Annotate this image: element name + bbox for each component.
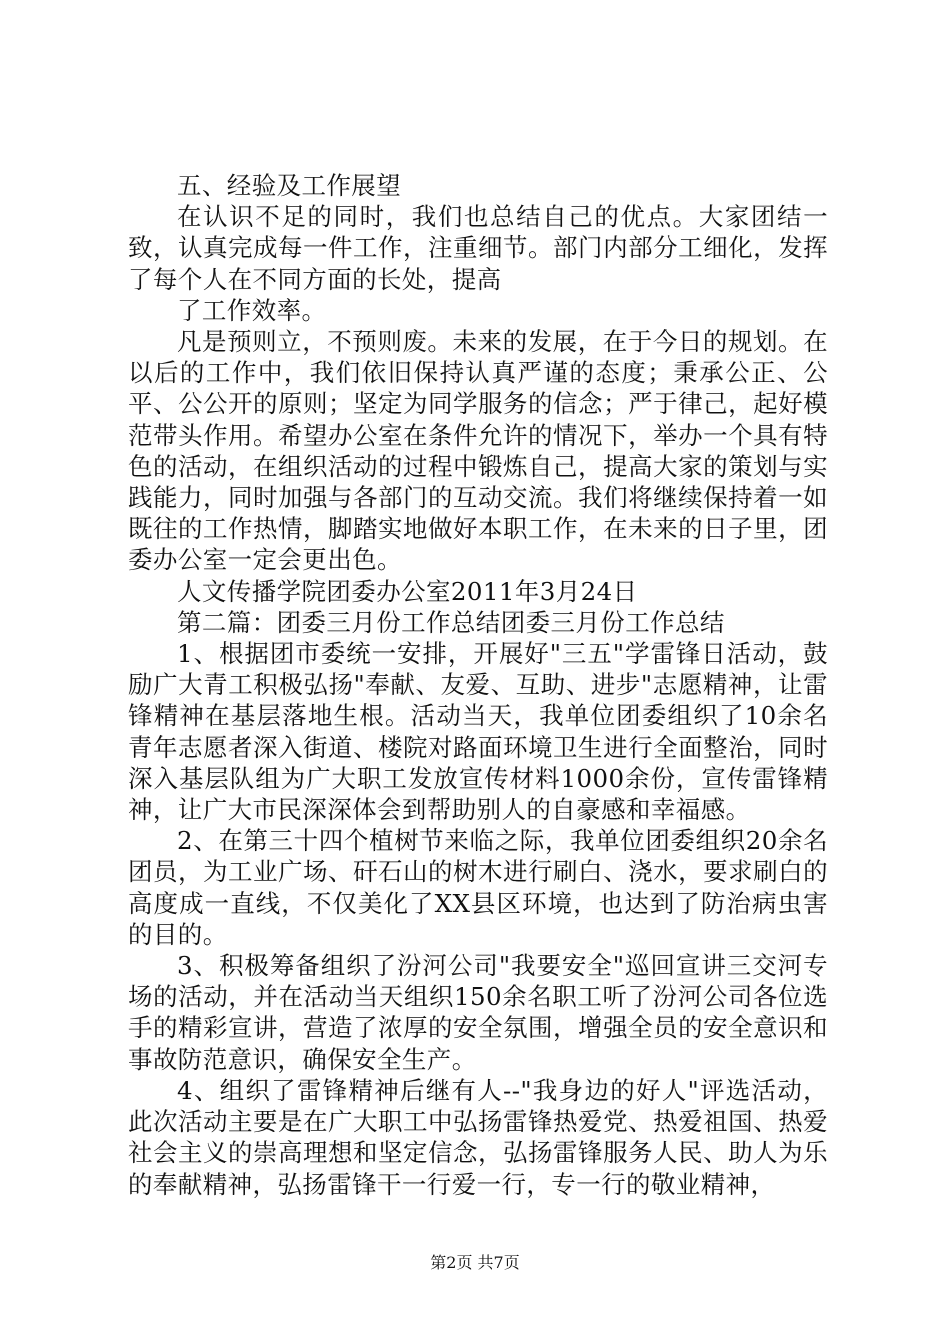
paragraph: 了工作效率。 <box>177 295 327 325</box>
paragraph: 2、在第三十四个植树节来临之际，我单位团委组织20余名团员，为工业广场、矸石山的树木进行刷白、浇水，要求刷白的高度成一直线，不仅美化了XX县区环境，也达到了防治病虫害的目的。 <box>128 826 828 949</box>
section-heading: 五、经验及工作展望 <box>177 171 402 200</box>
paragraph: 4、组织了雷锋精神后继有人--"我身边的好人"评选活动，此次活动主要是在广大职工中弘扬雷锋热爱党、热爱祖国、热爱社会主义的崇高理想和坚定信念，弘扬雷锋服务人民、助人为乐的奉献精神，弘扬雷锋干一行爱一行，专一行的敬业精神， <box>128 1075 828 1199</box>
paragraph: 3、积极筹备组织了汾河公司"我要安全"巡回宣讲三交河专场的活动，并在活动当天组织150余名职工听了汾河公司各位选手的精彩宣讲，营造了浓厚的安全氛围，增强全员的安全意识和事故防范意识，确保安全生产。 <box>128 951 828 1074</box>
paragraph: 凡是预则立，不预则废。未来的发展，在于今日的规划。在以后的工作中，我们依旧保持认真严谨的态度；秉承公正、公平、公公开的原则；坚定为同学服务的信念；严于律己，起好模范带头作用。希望办公室在条件允许的情况下，举办一个具有特色的活动，在组织活动的过程中锻炼自己，提高大家的策划与实践能力，同时加强与各部门的互动交流。我们将继续保持着一如既往的工作热情，脚踏实地做好本职工作，在未来的日子里，团委办公室一定会更出色。 <box>128 327 828 575</box>
paragraph: 在认识不足的同时，我们也总结自己的优点。大家团结一致，认真完成每一件工作，注重细节。部门内部分工细化，发挥了每个人在不同方面的长处，提高 <box>128 202 828 294</box>
chapter-title: 第二篇：团委三月份工作总结团委三月份工作总结 <box>177 607 725 637</box>
page-number-footer: 第2页 共7页 <box>430 1253 520 1272</box>
paragraph: 1、根据团市委统一安排，开展好"三五"学雷锋日活动，鼓励广大青工积极弘扬"奉献、友爱、互助、进步"志愿精神，让雷锋精神在基层落地生根。活动当天，我单位团委组织了10余名青年志愿者深入街道、楼院对路面环境卫生进行全面整治，同时深入基层队组为广大职工发放宣传材料1000余份，宣传雷锋精神，让广大市民深深体会到帮助别人的自豪感和幸福感。 <box>128 639 828 825</box>
signature-line: 人文传播学院团委办公室2011年3月24日 <box>177 576 638 606</box>
document-body <box>128 170 828 1200</box>
